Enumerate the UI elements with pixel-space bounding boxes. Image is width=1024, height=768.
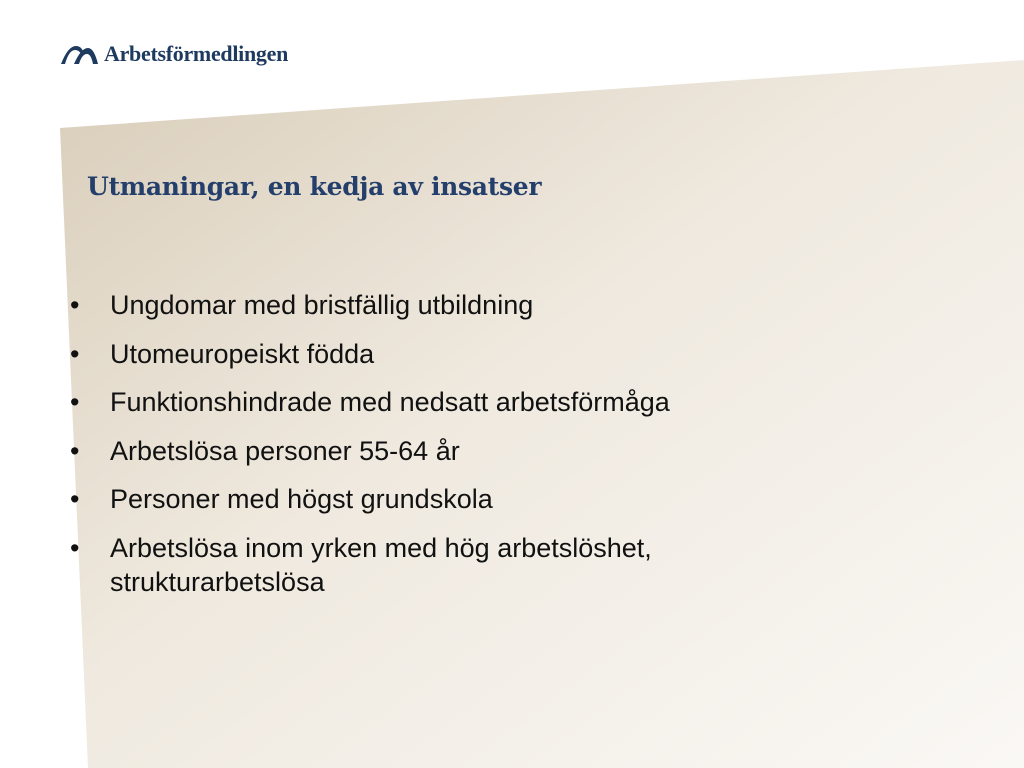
bullet-dot: •	[70, 290, 80, 320]
logo[interactable]	[60, 38, 288, 70]
bullet-item	[70, 337, 970, 371]
bullet-text: Arbetslösa inom yrken med hög arbetslöshet, strukturarbetslösa	[110, 532, 652, 597]
bullet-dot: •	[70, 338, 80, 369]
slide-title: Utmaningar, en kedja av insatser	[87, 172, 542, 201]
bullet-list	[70, 288, 970, 613]
bullet-dot: •	[70, 387, 80, 417]
bullet-text: Arbetslösa personer 55-64 år	[110, 435, 460, 466]
bullet-text: Utomeuropeiskt födda	[110, 338, 375, 369]
bullet-item	[70, 385, 970, 419]
bullet-item	[70, 288, 970, 322]
bullet-dot: •	[70, 484, 80, 514]
bullet-text: Funktionshindrade med nedsatt arbetsförmåga	[110, 387, 670, 417]
logo-text: Arbetsförmedlingen	[104, 41, 289, 66]
bullet-item	[70, 531, 810, 599]
bullet-item	[70, 434, 970, 468]
bullet-item	[70, 482, 970, 516]
bullet-dot: •	[70, 435, 80, 466]
arbetsformedlingen-logo-icon	[60, 42, 100, 66]
bullet-text: Ungdomar med bristfällig utbildning	[110, 290, 534, 320]
bullet-text: Personer med högst grundskola	[110, 484, 493, 514]
bullet-dot: •	[70, 532, 80, 563]
